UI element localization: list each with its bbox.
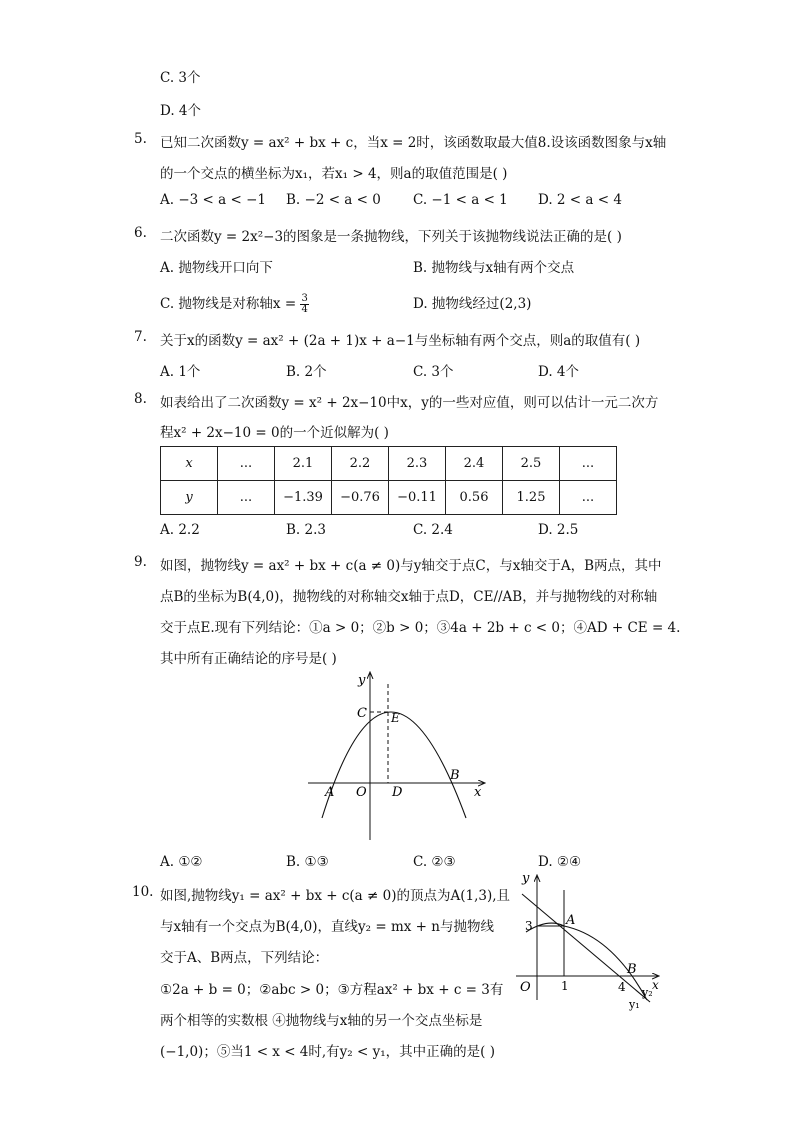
table-cell: 2.5 — [503, 447, 560, 481]
q5-stem-line: 的一个交点的横坐标为x₁，若x₁ > 4，则a的取值范围是( ) — [160, 166, 508, 182]
fraction-denominator: 4 — [301, 304, 308, 315]
table-cell: −0.11 — [389, 481, 446, 515]
table-cell: y — [161, 481, 218, 515]
label-x: x — [652, 978, 659, 992]
table-cell: 2.1 — [275, 447, 332, 481]
q4-option-c: C. 3个 — [160, 70, 201, 86]
table-cell: ... — [560, 447, 617, 481]
label-y: y — [358, 673, 366, 688]
q10-number: 10. — [132, 884, 154, 900]
q6-number: 6. — [134, 225, 147, 241]
fraction — [300, 294, 308, 315]
q5-option-d: D. 2 < a < 4 — [538, 192, 622, 208]
q6-option-d: D. 抛物线经过(2,3) — [413, 296, 532, 312]
table-row-x — [161, 447, 617, 481]
q5-option-b: B. −2 < a < 0 — [286, 192, 381, 208]
q6-option-c-text: C. 抛物线是对称轴x = — [160, 296, 301, 312]
q8-number: 8. — [134, 391, 147, 407]
table-cell: 2.2 — [332, 447, 389, 481]
label-y1: y₁ — [629, 998, 640, 1011]
label-b: B — [450, 768, 460, 783]
label-a: A — [566, 913, 576, 928]
q7-option-a: A. 1个 — [160, 364, 201, 380]
q9-option-d: D. ②④ — [538, 854, 582, 870]
table-row-y — [161, 481, 617, 515]
q10-stem-line: 交于A、B两点，下列结论： — [160, 950, 329, 966]
q6-stem-line: 二次函数y = 2x²−3的图象是一条抛物线，下列关于该抛物线说法正确的是( ) — [160, 229, 622, 245]
q7-stem-line: 关于x的函数y = ax² + (2a + 1)x + a−1与坐标轴有两个交点，则a的取值有( ) — [160, 333, 641, 349]
table-cell: ... — [218, 481, 275, 515]
q9-option-b: B. ①③ — [286, 854, 329, 870]
q5-stem-line: 已知二次函数y = ax² + bx + c，当x = 2时，该函数取最大值8.设该函数图象与x轴 — [160, 135, 667, 151]
label-o: O — [356, 785, 367, 800]
q10-stem-line: 如图,抛物线y₁ = ax² + bx + c(a ≠ 0)的顶点为A(1,3),且 — [160, 888, 511, 904]
label-4: 4 — [618, 980, 626, 994]
table-cell: −1.39 — [275, 481, 332, 515]
parabola-curve — [322, 712, 466, 818]
table-cell: 1.25 — [503, 481, 560, 515]
q9-stem-line: 其中所有正确结论的序号是( ) — [160, 651, 337, 667]
q10-stem-line: 与x轴有一个交点为B(4,0)，直线y₂ = mx + n与抛物线 — [160, 919, 494, 935]
q9-option-c: C. ②③ — [413, 854, 456, 870]
table-cell: 2.3 — [389, 447, 446, 481]
table-cell: 2.4 — [446, 447, 503, 481]
q8-stem-line: 程x² + 2x−10 = 0的一个近似解为( ) — [160, 425, 389, 441]
q10-parabola-line-figure — [512, 870, 662, 1015]
label-3: 3 — [525, 919, 533, 933]
q5-number: 5. — [134, 131, 147, 147]
q10-stem-line: 两个相等的实数根 ④抛物线与x轴的另一个交点坐标是 — [160, 1013, 483, 1029]
q9-option-a: A. ①② — [160, 854, 203, 870]
label-a: A — [325, 785, 335, 800]
label-o: O — [520, 980, 531, 995]
label-y: y — [522, 871, 530, 886]
q7-option-c: C. 3个 — [413, 364, 454, 380]
table-cell: −0.76 — [332, 481, 389, 515]
q7-number: 7. — [134, 329, 147, 345]
table-cell: ... — [560, 481, 617, 515]
table-cell: 0.56 — [446, 481, 503, 515]
fraction-numerator: 3 — [301, 293, 308, 304]
q10-stem-line: (−1,0)；⑤当1 < x < 4时,有y₂ < y₁，其中正确的是( ) — [160, 1044, 495, 1060]
q7-option-d: D. 4个 — [538, 364, 580, 380]
q8-option-d: D. 2.5 — [538, 522, 579, 538]
q10-stem-line: ①2a + b = 0；②abc > 0；③方程ax² + bx + c = 3有 — [160, 982, 504, 998]
line-y2 — [522, 894, 650, 1002]
label-c: C — [357, 706, 367, 721]
q7-option-b: B. 2个 — [286, 364, 327, 380]
q4-option-d: D. 4个 — [160, 103, 202, 119]
q6-option-a: A. 抛物线开口向下 — [160, 260, 273, 276]
q9-number: 9. — [134, 554, 147, 570]
q6-option-b: B. 抛物线与x轴有两个交点 — [413, 260, 575, 276]
value-table — [160, 446, 617, 515]
q8-option-c: C. 2.4 — [413, 522, 453, 538]
q9-stem-line: 如图，抛物线y = ax² + bx + c(a ≠ 0)与y轴交于点C，与x轴交于A，B两点，其中 — [160, 558, 662, 574]
q8-option-b: B. 2.3 — [286, 522, 326, 538]
table-cell: ... — [218, 447, 275, 481]
q5-option-c: C. −1 < a < 1 — [413, 192, 508, 208]
q8-stem-line: 如表给出了二次函数y = x² + 2x−10中x，y的一些对应值，则可以估计一元二次方 — [160, 395, 659, 411]
label-b: B — [627, 962, 637, 977]
label-e: E — [391, 711, 400, 725]
q9-stem-line: 点B的坐标为B(4,0)，抛物线的对称轴交x轴于点D，CE//AB，并与抛物线的对称轴 — [160, 589, 658, 605]
q9-parabola-figure — [300, 668, 500, 846]
q6-option-c — [160, 292, 309, 315]
label-d: D — [392, 785, 403, 800]
q9-stem-line: 交于点E.现有下列结论：①a > 0；②b > 0；③4a + 2b + c < 0；④AD + CE = 4. — [160, 620, 681, 636]
table-cell: x — [161, 447, 218, 481]
q8-option-a: A. 2.2 — [160, 522, 200, 538]
label-1: 1 — [561, 979, 569, 993]
q5-option-a: A. −3 < a < −1 — [160, 192, 266, 208]
label-x: x — [474, 785, 482, 800]
label-y2: y₂ — [642, 986, 653, 999]
